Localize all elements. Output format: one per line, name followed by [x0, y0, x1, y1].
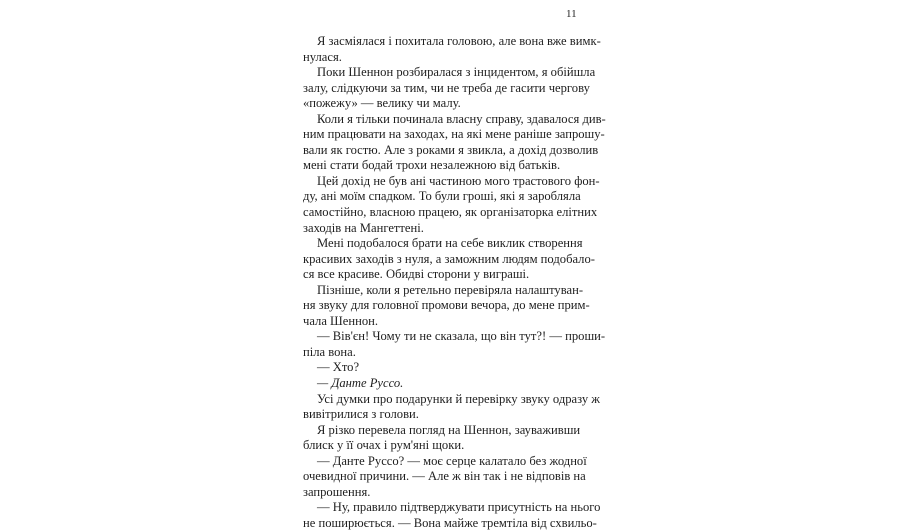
text-line: вали як гостю. Але з роками я звикла, а дохід дозволив — [303, 142, 599, 157]
text-line: — Данте Руссо. — [317, 376, 404, 391]
text-line: ду, ані моїм спадком. То були гроші, які я заробляла — [303, 189, 581, 204]
text-line: мені стати бодай трохи незалежною від батьків. — [303, 158, 561, 173]
text-line: залу, слідкуючи за тим, чи не треба де гасити чергову — [303, 80, 590, 95]
text-line: ним працювати на заходах, на які мене раніше запрошу- — [303, 127, 605, 142]
text-line: чала Шеннон. — [303, 313, 379, 328]
text-line: блиск у її очах і рум'яні щоки. — [303, 438, 465, 453]
text-line: не поширюється. — Вона майже тремтіла від схвильо- — [303, 515, 597, 530]
text-line: — Данте Руссо? — моє серце калатало без жодної — [317, 453, 587, 468]
text-line: самостійно, власною працею, як організаторка елітних — [303, 205, 598, 220]
text-line: вивітрилися з голови. — [303, 407, 419, 422]
text-line: Усі думки про подарунки й перевірку звуку одразу ж — [317, 391, 600, 406]
text-line: — Ну, правило підтверджувати присутність на нього — [317, 500, 601, 515]
text-line: Коли я тільки починала власну справу, здавалося див- — [317, 111, 606, 126]
text-line: заходів на Мангеттені. — [303, 220, 424, 235]
text-line: запрошення. — [303, 484, 371, 499]
text-line: нулася. — [303, 49, 342, 64]
body-text — [303, 34, 606, 532]
text-line: Я різко перевела погляд на Шеннон, зауваживши — [317, 422, 581, 437]
page-number: 11 — [566, 8, 577, 20]
text-line: Мені подобалося брати на себе виклик створення — [317, 236, 583, 251]
text-line: Поки Шеннон розбиралася з інцидентом, я обійшла — [317, 65, 596, 80]
text-line: Цей дохід не був ані частиною мого трастового фон- — [317, 173, 600, 188]
text-line: — Вів'єн! Чому ти не сказала, що він тут?! — проши- — [317, 329, 606, 344]
text-line: «пожежу» — велику чи малу. — [303, 96, 461, 111]
text-line: красивих заходів з нуля, а заможним людям подобало- — [303, 251, 595, 266]
text-line: ся все красиве. Обидві сторони у виграші. — [303, 267, 530, 282]
text-line: очевидної причини. — Але ж він так і не відповів на — [303, 469, 586, 484]
text-line: піла вона. — [303, 344, 356, 359]
text-line: Пізніше, коли я ретельно перевіряла налаштуван- — [317, 282, 584, 297]
text-line: — Хто? — [317, 360, 360, 375]
text-line: ня звуку для головної промови вечора, до мене прим- — [303, 298, 590, 313]
text-line: Я засміялася і похитала головою, але вона вже вимк- — [317, 34, 601, 48]
